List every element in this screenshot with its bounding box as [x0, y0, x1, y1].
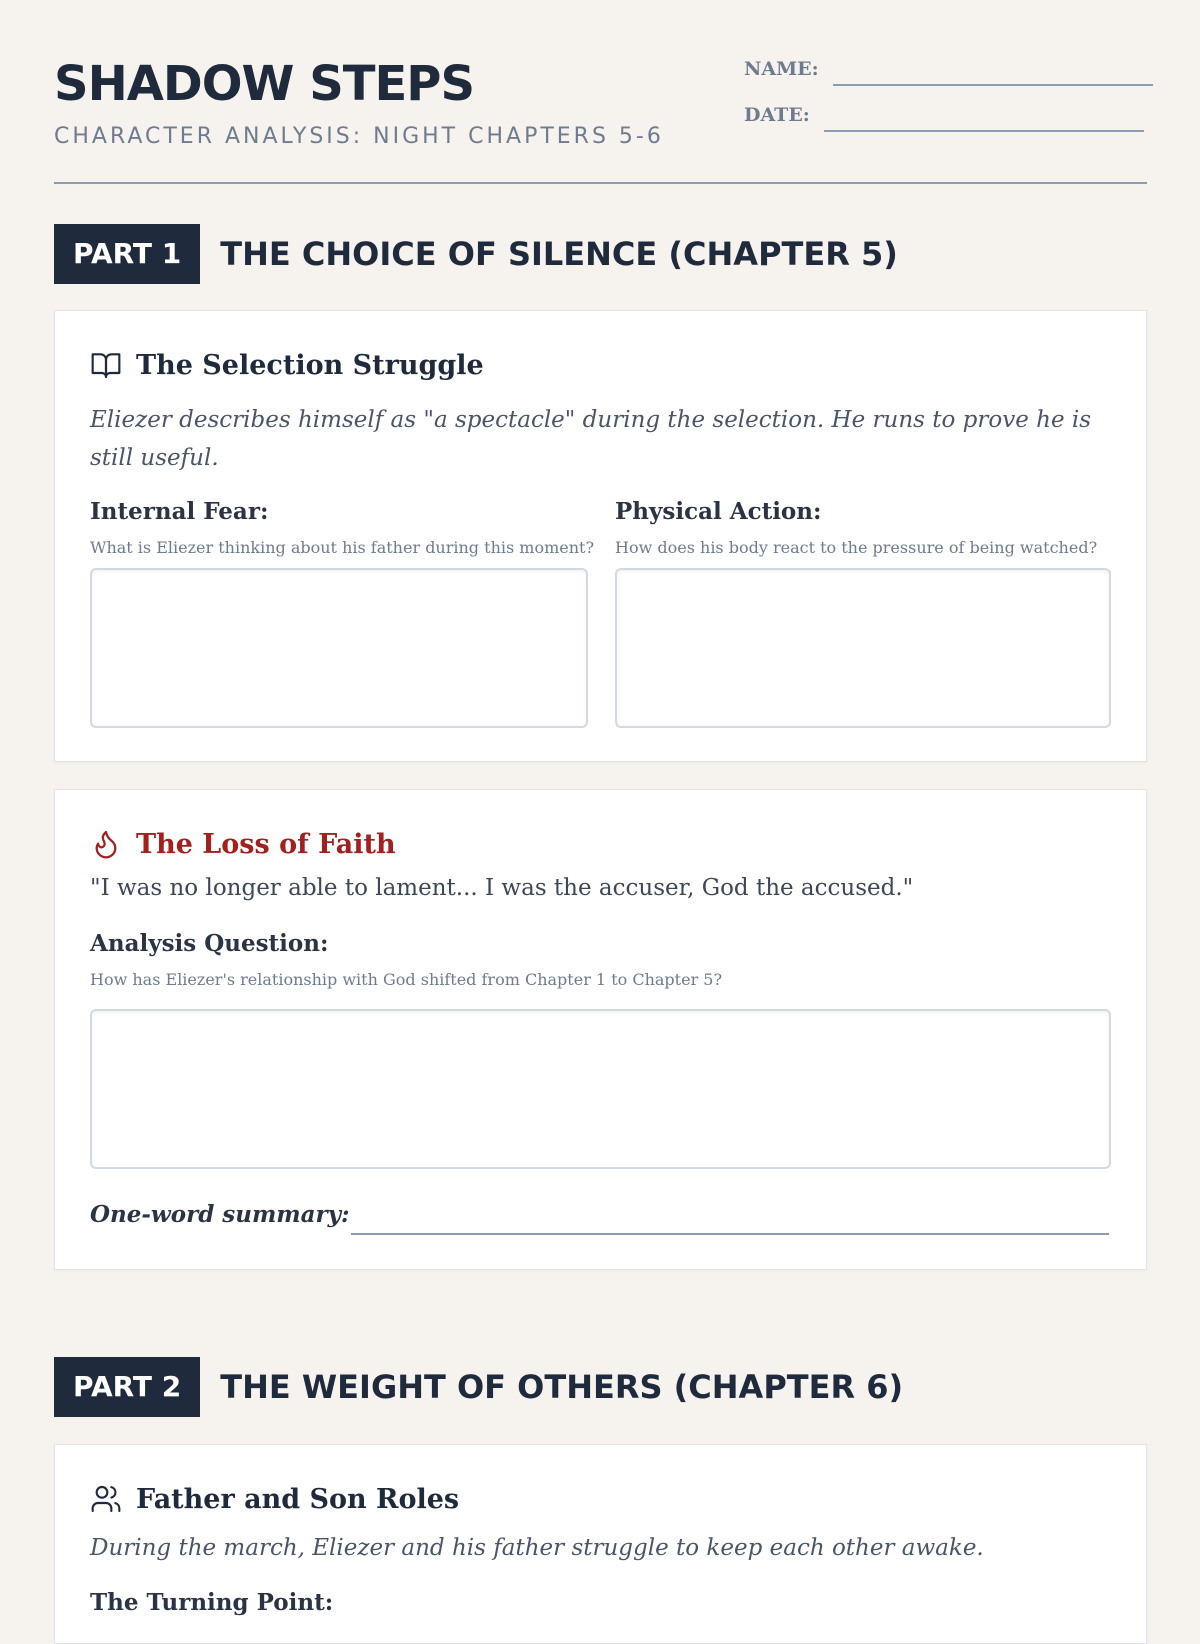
users-icon — [90, 1483, 122, 1515]
faith-quote: "I was no longer able to lament... I was the accuser, God the accused." — [90, 875, 914, 901]
date-label: DATE: — [744, 104, 810, 126]
worksheet-title: SHADOW STEPS — [54, 56, 475, 112]
roles-card-header — [90, 1483, 459, 1515]
date-field-line[interactable] — [824, 130, 1144, 132]
name-field-line[interactable] — [833, 84, 1153, 86]
turning-point-label: The Turning Point: — [90, 1589, 334, 1616]
part2-title: THE WEIGHT OF OTHERS (CHAPTER 6) — [220, 1368, 904, 1406]
faith-card-header — [90, 828, 396, 860]
part1-title: THE CHOICE OF SILENCE (CHAPTER 5) — [220, 235, 898, 273]
worksheet-header — [54, 0, 1147, 184]
selection-card-header — [90, 349, 484, 381]
roles-intro: During the march, Eliezer and his father struggle to keep each other awake. — [90, 1535, 984, 1561]
part2-badge: PART 2 — [54, 1357, 200, 1417]
name-row — [744, 58, 1153, 80]
name-label: NAME: — [744, 58, 819, 80]
physical-action-answer-box[interactable] — [615, 568, 1111, 728]
internal-fear-hint: What is Eliezer thinking about his father during this moment? — [90, 538, 595, 557]
open-book-icon — [90, 349, 122, 381]
flame-icon — [90, 828, 122, 860]
analysis-question-hint: How has Eliezer's relationship with God shifted from Chapter 1 to Chapter 5? — [90, 970, 723, 989]
part2-heading — [54, 1357, 903, 1417]
selection-struggle-card — [54, 310, 1147, 762]
part1-heading — [54, 224, 898, 284]
selection-intro: Eliezer describes himself as "a spectacle" during the selection. He runs to prove he is still useful. — [90, 407, 1092, 471]
internal-fear-label: Internal Fear: — [90, 498, 269, 525]
date-row — [744, 104, 1144, 126]
selection-card-title: The Selection Struggle — [136, 349, 484, 381]
worksheet-page — [54, 0, 1147, 1616]
internal-fear-answer-box[interactable] — [90, 568, 588, 728]
analysis-question-label: Analysis Question: — [90, 930, 329, 957]
one-word-summary-line[interactable] — [351, 1233, 1109, 1235]
one-word-summary-label: One-word summary: — [90, 1201, 350, 1228]
worksheet-subtitle: CHARACTER ANALYSIS: NIGHT CHAPTERS 5-6 — [54, 124, 664, 149]
roles-card-title: Father and Son Roles — [136, 1483, 460, 1515]
physical-action-label: Physical Action: — [615, 498, 822, 525]
father-son-roles-card — [54, 1444, 1147, 1644]
analysis-answer-box[interactable] — [90, 1009, 1111, 1169]
loss-of-faith-card — [54, 789, 1147, 1270]
part1-badge: PART 1 — [54, 224, 200, 284]
physical-action-hint: How does his body react to the pressure of being watched? — [615, 538, 1098, 557]
faith-card-title: The Loss of Faith — [136, 828, 396, 860]
